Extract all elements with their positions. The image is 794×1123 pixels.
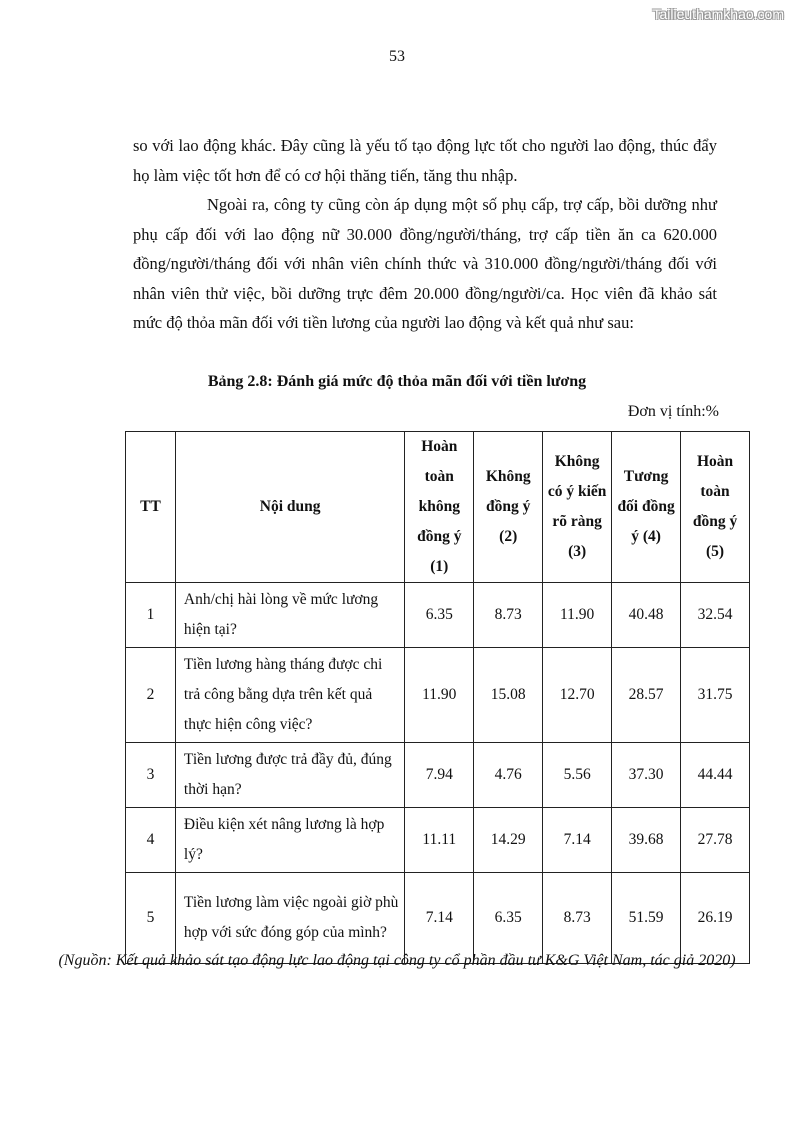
page-number: 53 xyxy=(389,48,405,65)
cell-v5: 44.44 xyxy=(681,743,750,808)
cell-v4: 40.48 xyxy=(612,583,681,648)
body-text xyxy=(133,131,717,338)
source-note: (Nguồn: Kết quả khảo sát tạo động lực lao động tại công ty cổ phần đầu tư K&G Việt Nam, tác giả 2020) xyxy=(58,952,736,969)
cell-v3: 12.70 xyxy=(543,648,612,743)
table-row xyxy=(126,583,750,648)
table-header-row xyxy=(126,432,750,583)
cell-v2: 14.29 xyxy=(474,808,543,873)
table-row xyxy=(126,648,750,743)
cell-v4: 28.57 xyxy=(612,648,681,743)
cell-v5: 27.78 xyxy=(681,808,750,873)
cell-tt: 2 xyxy=(126,648,176,743)
header-col-5: Hoàn toàn đồng ý (5) xyxy=(681,432,750,583)
cell-v3: 7.14 xyxy=(543,808,612,873)
unit-label: Đơn vị tính:% xyxy=(627,403,719,420)
header-col-4: Tương đối đồng ý (4) xyxy=(612,432,681,583)
cell-v5: 31.75 xyxy=(681,648,750,743)
cell-v4: 37.30 xyxy=(612,743,681,808)
cell-tt: 3 xyxy=(126,743,176,808)
table-row xyxy=(126,808,750,873)
cell-content: Tiền lương hàng tháng được chi trả công bằng dựa trên kết quả thực hiện công việc? xyxy=(175,648,404,743)
table-row xyxy=(126,743,750,808)
watermark: Tailieuthamkhao.com xyxy=(652,6,784,22)
cell-v3: 8.73 xyxy=(543,873,612,964)
paragraph-2: Ngoài ra, công ty cũng còn áp dụng một số phụ cấp, trợ cấp, bồi dưỡng như phụ cấp đối với lao động nữ 30.000 đồng/người/tháng, trợ cấp tiền ăn ca 620.000 đồng/người/tháng đối với nhân viên chính thức và 310.000 đồng/người/tháng đối với nhân viên thử việc, bồi dưỡng trực đêm 20.000 đồng/người/ca. Học viên đã khảo sát mức độ thỏa mãn đối với tiền lương của người lao động và kết quả như sau: xyxy=(133,195,717,332)
cell-v4: 51.59 xyxy=(612,873,681,964)
cell-v1: 6.35 xyxy=(405,583,474,648)
cell-content: Điều kiện xét nâng lương là hợp lý? xyxy=(175,808,404,873)
cell-v5: 32.54 xyxy=(681,583,750,648)
cell-v4: 39.68 xyxy=(612,808,681,873)
cell-v1: 7.94 xyxy=(405,743,474,808)
paragraph-1: so với lao động khác. Đây cũng là yếu tố tạo động lực tốt cho người lao động, thúc đẩy họ làm việc tốt hơn để có cơ hội thăng tiến, tăng thu nhập. xyxy=(133,136,717,185)
header-col-1: Hoàn toàn không đồng ý (1) xyxy=(405,432,474,583)
cell-v5: 26.19 xyxy=(681,873,750,964)
cell-v1: 11.11 xyxy=(405,808,474,873)
cell-v3: 11.90 xyxy=(543,583,612,648)
salary-satisfaction-table xyxy=(125,431,750,964)
cell-content: Tiền lương được trả đầy đủ, đúng thời hạn? xyxy=(175,743,404,808)
header-tt: TT xyxy=(126,432,176,583)
cell-v1: 11.90 xyxy=(405,648,474,743)
cell-content: Tiền lương làm việc ngoài giờ phù hợp với sức đóng góp của mình? xyxy=(175,873,404,964)
cell-v2: 15.08 xyxy=(474,648,543,743)
cell-content: Anh/chị hài lòng về mức lương hiện tại? xyxy=(175,583,404,648)
cell-v2: 6.35 xyxy=(474,873,543,964)
cell-tt: 4 xyxy=(126,808,176,873)
header-col-3: Không có ý kiến rõ ràng (3) xyxy=(543,432,612,583)
cell-tt: 5 xyxy=(126,873,176,964)
cell-v2: 8.73 xyxy=(474,583,543,648)
header-content: Nội dung xyxy=(175,432,404,583)
cell-v2: 4.76 xyxy=(474,743,543,808)
cell-tt: 1 xyxy=(126,583,176,648)
cell-v3: 5.56 xyxy=(543,743,612,808)
cell-v1: 7.14 xyxy=(405,873,474,964)
header-col-2: Không đồng ý (2) xyxy=(474,432,543,583)
table-title: Bảng 2.8: Đánh giá mức độ thỏa mãn đối với tiền lương xyxy=(207,373,587,390)
